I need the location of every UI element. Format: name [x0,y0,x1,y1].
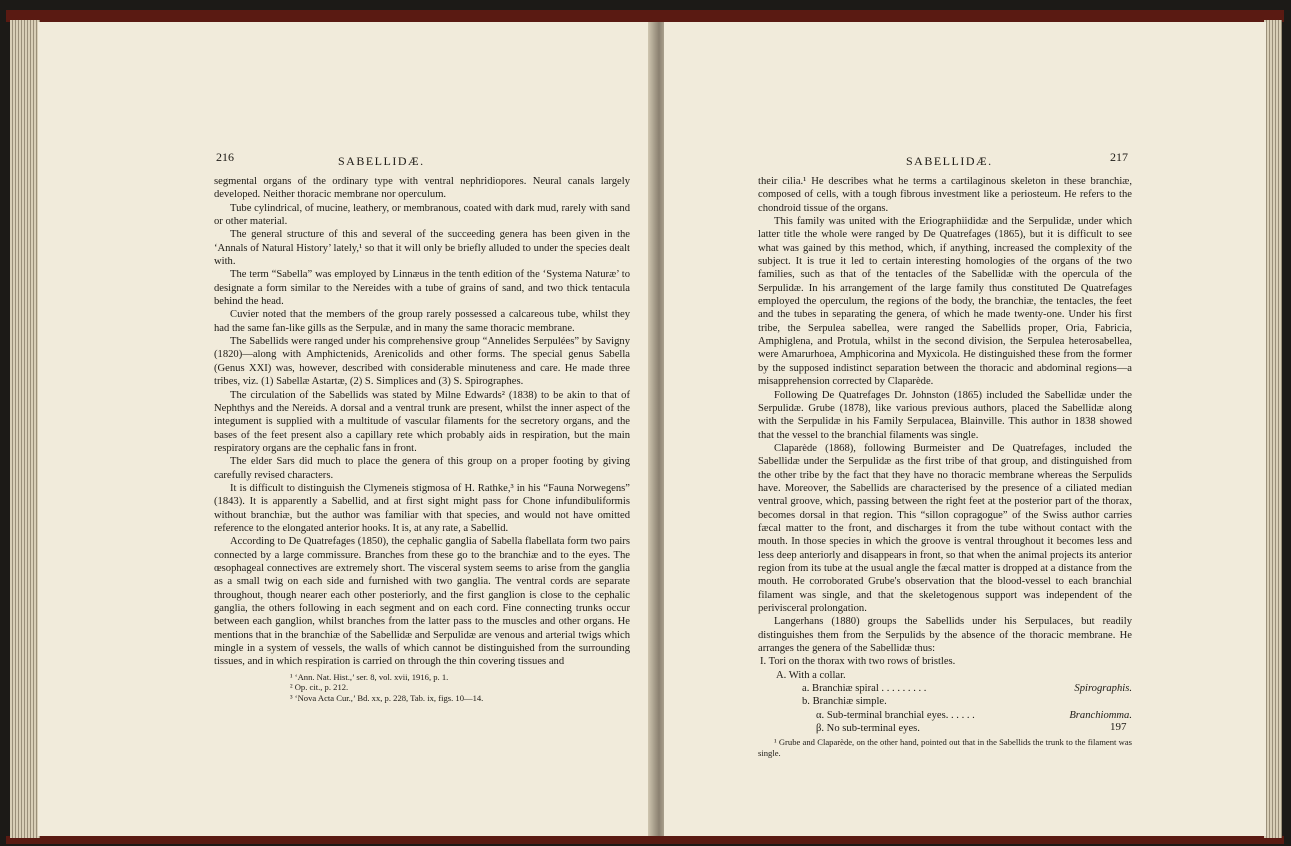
key-entry-genus: Spirographis. [1074,683,1132,695]
left-footnotes [214,672,630,704]
book-cover-top [6,10,1284,22]
paragraph: The elder Sars did much to place the genera of this group on a proper footing by giving carefully revised characters. [214,456,630,481]
right-running-head: SABELLIDÆ. [906,154,993,168]
key-entry-genus: Branchiomma. [1069,709,1132,721]
paragraph: Following De Quatrefages Dr. Johnston (1865) included the Sabellidæ under the Serpulidæ. Grube (1878), like various previous authors, placed the Sabellidæ along with the Serpulidæ in his Family Serpulacea, Blainville. This author in 1838 showed that the vessel to the branchial filaments was single. [758,389,1132,441]
paragraph: The Sabellids were ranged under his comprehensive group “Annelides Serpulées” by Savigny (1820)—along with Amphictenids, Arenicolids and other forms. The special genus Sabella (Genus XXI) was, however, described with considerable minuteness and care. He made three tribes, viz. (1) Sabellæ Astartæ, (2) S. Simplices and (3) S. Spirographes. [214,336,630,388]
right-footnotes [758,737,1132,758]
right-page [664,22,1266,836]
left-running-head: SABELLIDÆ. [338,154,425,168]
key-entry-label: b. Branchiæ simple. [802,696,887,708]
paragraph: According to De Quatrefages (1850), the cephalic ganglia of Sabella flabellata form two pairs connected by a large commissure. Branches from these go to the branchiæ and to the eyes. The œsophageal connectives are extremely short. The visceral system seems to arise from the ganglia as a small twig on each side and furnished with two ganglia. The ventral cords are separate throughout, though nearer each other posteriorly, and the first ganglion is close to the cephalic ganglia, the others following in each segment and on each cord. Fine connecting trunks occur between each ganglion, whilst branches from the latter pass to the muscles and other organs. He mentions that in the branchiæ of the Sabellidæ and Serpulidæ are venous and arterial twigs which mingle in a system of vessels, the walls of which cannot be distinguished from the surrounding tissues, and in which respiration is carried on through the thin covering tissues and [214,536,630,668]
signature-mark: 197 [1110,721,1127,733]
footnote: ³ ‘Nova Acta Cur.,’ Bd. xx, p. 228, Tab. ix, figs. 10—14. [290,692,484,703]
left-paragraphs [214,175,630,669]
right-paragraphs [758,175,1132,655]
key-entry [758,709,1132,722]
key-entry [758,722,1132,735]
key-entry-label: α. Sub-terminal branchial eyes. . . . . . [816,709,975,721]
page-edges-right [1264,20,1282,838]
paragraph: The circulation of the Sabellids was stated by Milne Edwards² (1838) to be akin to that of Nephthys and the Nereids. A dorsal and a ventral trunk are present, whilst the inner aspect of the integument is supplied with a multitude of vascular filaments for the secretory organs, and the bases of the feet present also a capillary rete which probably aids in respiration, but the main respiratory organs are the cephalic fans in front. [214,389,630,454]
paragraph: Cuvier noted that the members of the group rarely possessed a calcareous tube, whilst they had the same fan-like gills as the Serpulæ, and in many the same thoracic membrane. [214,309,630,334]
left-page [38,22,652,836]
paragraph: Tube cylindrical, of mucine, leathery, or membranous, coated with dark mud, rarely with sand or other material. [214,202,630,228]
book-cover-bottom [6,836,1284,844]
footnote: ² Op. cit., p. 212. [290,682,349,693]
right-page-number: 217 [1110,150,1128,164]
paragraph: Langerhans (1880) groups the Sabellids under his Serpulaces, but readily distinguishes them from the Serpulids by the absence of the thoracic membrane. He arranges the genera of the Sabellidæ thus: [758,616,1132,655]
paragraph: The general structure of this and several of the succeeding genera has been given in the ‘Annals of Natural History’ lately,¹ so that it will only be briefly alluded to under the species dealt with. [214,229,630,268]
footnote: ¹ ‘Ann. Nat. Hist.,’ ser. 8, vol. xvii, 1916, p. 1. [290,671,449,682]
footnote: ¹ Grube and Claparède, on the other hand, pointed out that in the Sabellids the trunk to the filament was single. [758,737,1132,758]
left-page-number: 216 [216,150,234,164]
key-entry [758,682,1132,695]
paragraph: Claparède (1868), following Burmeister and De Quatrefages, included the Sabellidæ under the Serpulidæ as the first tribe of that group, and distinguished from the other tribe by the fact that they have no thoracic membrane whereas the Serpulids have. Moreover, the Sabellids are characterised by the presence of a ciliated median ventral groove, which, passing between the right feet at the posterior part of the thorax, becomes dorsal in that region. This “sillon copragogue” of the Swiss author carries fæcal matter to the front, and discharges it from the tube without contact with the mouth. In those species in which the groove is ventral throughout it becomes less and less deep anteriorly and disappears in front, so that when the animal projects its anterior region from its tube at the usual angle the fæcal matter is dropped at a distance from the mouth. He corroborated Grube's observation that the blood-vessel to each branchial filament was single, and that the skeletogenous support was independent of the perivisceral prolongation. [758,442,1132,614]
key-entry-label: A. With a collar. [776,669,846,681]
key-entry-label: a. Branchiæ spiral . . . . . . . . . [802,683,927,695]
key-entry [758,695,1132,708]
key-entry-label: I. Tori on the thorax with two rows of bristles. [760,656,956,668]
right-body-text [758,175,1132,758]
paragraph: It is difficult to distinguish the Clymeneis stigmosa of H. Rathke,³ in his “Fauna Norwegens” (1843). It is apparently a Sabellid, and at first sight might pass for Chone infundibuliformis without branchiæ, but the author was familiar with that species, and would not have omitted reference to the elongated anterior hooks. It is, at any rate, a Sabellid. [214,482,630,534]
paragraph: This family was united with the Eriographiididæ and the Serpulidæ, under which latter title the whole were ranged by De Quatrefages (1865), but it is difficult to see what was gained by this method, which, if anything, increased the complexity of the subject. It is true it led to certain interesting homologies of the organs of the two families, such as that of the tentacles of the Sabellidæ with the opercula of the Serpulidæ. In his arrangement of the large family thus constituted De Quatrefages employed the operculum, the regions of the body, the branchiæ, the tentacles, the feet and the tubes in separating the genera, of which he made twenty-one. Under his first tribe, the Serpulea sabellea, were ranged the Sabellids proper, Oria, Fabricia, Amphiglena, and Protula, whilst in the second division, the Serpulea heterosabellea, were Amarurhoea, Amphicorina and Myxicola. He distinguished these from the former by the supposed indistinct separation between the thoracic and abdominal regions—a misapprehension corrected by Claparède. [758,216,1132,388]
key-entry [758,669,1132,682]
paragraph: The term “Sabella” was employed by Linnæus in the tenth edition of the ‘Systema Naturæ’ to designate a form similar to the Nereides with a tube of grains of sand, and two thick tentacula behind the head. [214,269,630,308]
key-entry-label: β. No sub-terminal eyes. [816,723,920,735]
paragraph: segmental organs of the ordinary type with ventral nephridiopores. Neural canals largely developed. Neither thoracic membrane nor operculum. [214,176,630,201]
genera-key [758,655,1132,735]
paragraph: their cilia.¹ He describes what he terms a cartilaginous skeleton in these branchiæ, composed of cells, with a tough fibrous investment like a periosteum. He refers to the chondroid tissue of the organs. [758,176,1132,214]
page-edges-left [10,20,40,838]
key-entry [758,655,1132,668]
left-body-text [214,175,630,703]
